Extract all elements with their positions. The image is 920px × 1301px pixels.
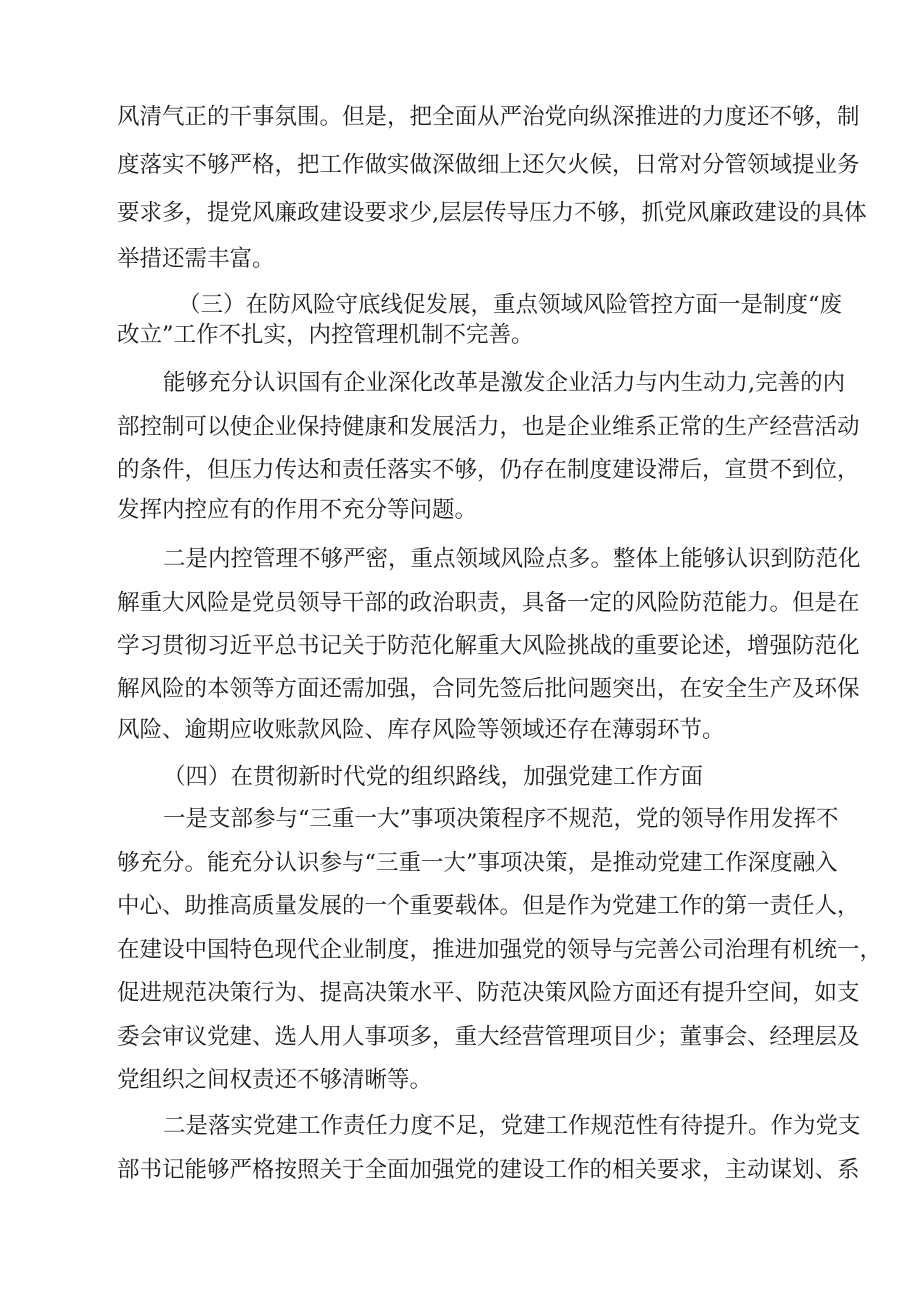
body-text-line: 中心、助推高质量发展的一个重要载体。但是作为党建工作的第一责任人， [117,893,860,919]
body-text-line: 风险、逾期应收账款风险、库存风险等领域还存在薄弱环节。 [117,717,725,743]
body-text-line: 党组织之间权责还不够清晰等。 [117,1067,433,1093]
body-text-line: 在建设中国特色现代企业制度，推进加强党的领导与完善公司治理有机统一， [117,937,883,963]
body-text-line: 够充分。能充分认识参与“三重一大”事项决策，是推动党建工作深度融入 [117,850,838,876]
body-text-line: 要求多，提党风廉政建设要求少,层层传导压力不够，抓党风廉政建设的具体 [117,200,867,226]
body-text-line: 能够充分认识国有企业深化改革是激发企业活力与内生动力,完善的内 [163,370,846,396]
body-text-line: 举措还需丰富。 [117,246,275,272]
body-text-line: 解风险的本领等方面还需加强，合同先签后批问题突出，在安全生产及环保 [117,676,860,702]
body-text-line: 委会审议党建、选人用人事项多，重大经营管理项目少；董事会、经理层及 [117,1024,860,1050]
body-text-line: 发挥内控应有的作用不充分等问题。 [117,497,478,523]
section-heading-4: （四）在贯彻新时代党的组织路线，加强党建工作方面 [163,764,704,790]
section-heading-3: （三）在防风险守底线促发展，重点领域风险管控方面一是制度“废 [178,292,843,318]
body-text-line: 解重大风险是党员领导干部的政治职责，具备一定的风险防范能力。但是在 [117,590,860,616]
body-text-line: 二是落实党建工作责任力度不足，党建工作规范性有待提升。作为党支 [163,1113,861,1139]
body-text-line: 促进规范决策行为、提高决策水平、防范决策风险方面还有提升空间，如支 [117,980,860,1006]
body-text-line: 部书记能够严格按照关于全面加强党的建设工作的相关要求，主动谋划、系 [117,1157,860,1183]
body-text-line: 风清气正的干事氛围。但是，把全面从严治党向纵深推进的力度还不够，制 [117,104,860,130]
body-text-line: 学习贯彻习近平总书记关于防范化解重大风险挑战的重要论述，增强防范化 [117,633,860,659]
body-text-line: 度落实不够严格，把工作做实做深做细上还欠火候，日常对分管领域提业务 [117,152,860,178]
body-text-line: 部控制可以使企业保持健康和发展活力，也是企业维系正常的生产经营活动 [117,414,860,440]
body-text-line: 一是支部参与“三重一大”事项决策程序不规范，党的领导作用发挥不 [163,806,839,832]
body-text-line: 二是内控管理不够严密，重点领域风险点多。整体上能够认识到防范化 [163,546,861,572]
section-heading-3-cont: 改立”工作不扎实，内控管理机制不完善。 [117,322,534,348]
body-text-line: 的条件，但压力传达和责任落实不够，仍存在制度建设滞后，宣贯不到位， [117,457,860,483]
